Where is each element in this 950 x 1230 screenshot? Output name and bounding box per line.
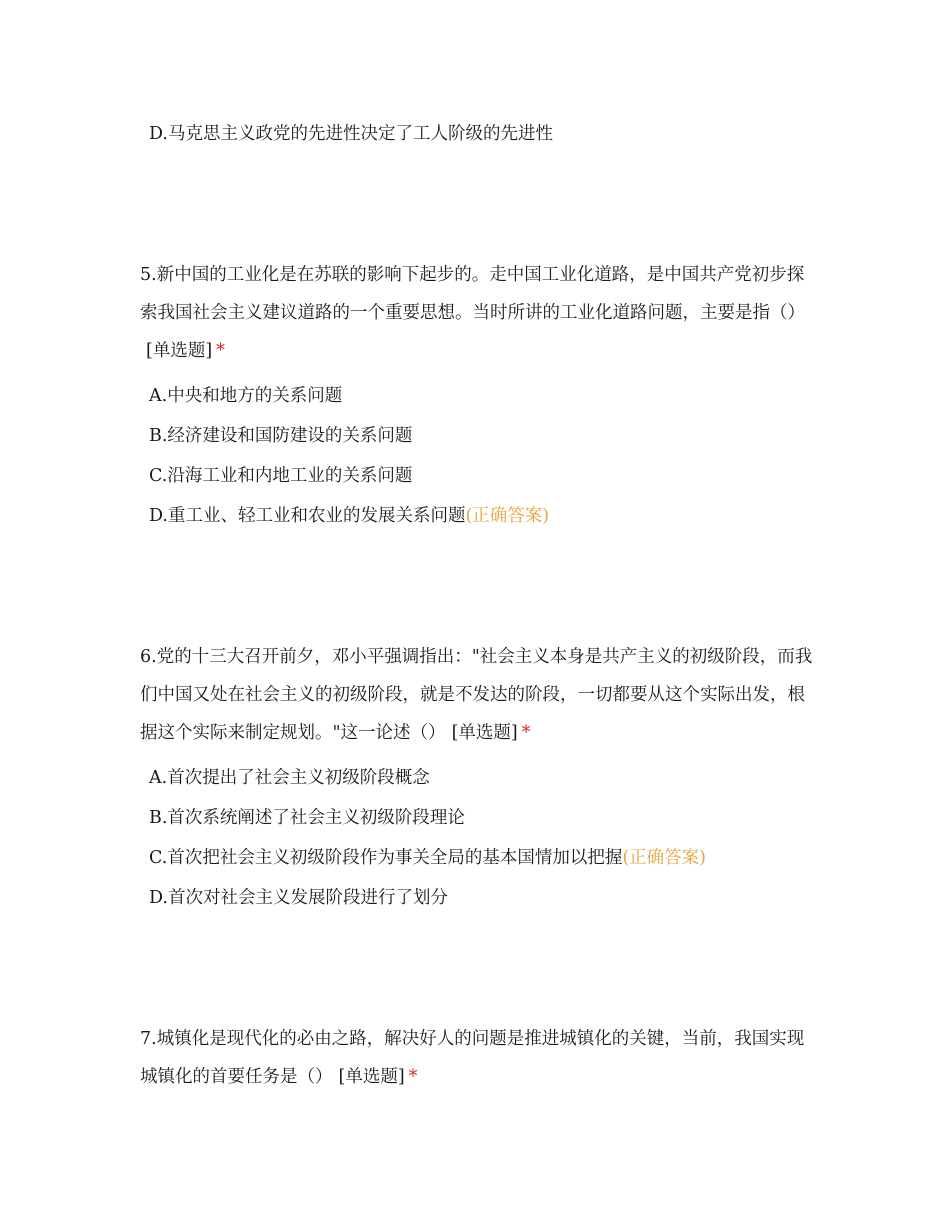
option-label: A.首次提出了社会主义初级阶段概念 — [149, 768, 430, 788]
question-type: [单选题] — [451, 723, 518, 743]
question-text: 6.党的十三大召开前夕，邓小平强调指出："社会主义本身是共产主义的初级阶段，而我们中国又处在社会主义的初级阶段，就是不发达的阶段，一切都要从这个实际出发，根据这个实际来制定规划。"这一论述（） — [140, 647, 813, 743]
q5-option-c — [149, 464, 412, 488]
question-text: 7.城镇化是现代化的必由之路，解决好人的问题是推进城镇化的关键，当前，我国实现城镇化的首要任务是（） — [140, 1029, 805, 1087]
q5-option-d — [149, 504, 549, 528]
q6-option-c — [149, 846, 706, 870]
q5-option-a — [149, 384, 342, 408]
option-label: D.重工业、轻工业和农业的发展关系问题 — [149, 506, 466, 526]
question-type: [单选题] — [146, 341, 213, 361]
option-label: B.经济建设和国防建设的关系问题 — [149, 426, 413, 446]
q5-option-b — [149, 424, 412, 448]
question-7 — [140, 1020, 820, 1096]
q6-option-d — [149, 886, 448, 910]
correct-answer-badge: (正确答案) — [622, 848, 706, 868]
question-5 — [140, 256, 820, 370]
q6-option-a — [149, 766, 430, 790]
required-mark: * — [216, 341, 225, 361]
option-label: D.首次对社会主义发展阶段进行了划分 — [149, 888, 448, 908]
prev-option-d — [149, 122, 553, 146]
question-6 — [140, 638, 820, 752]
required-mark: * — [521, 723, 531, 743]
question-type: [单选题] — [338, 1067, 405, 1087]
required-mark: * — [408, 1067, 418, 1087]
correct-answer-badge: (正确答案) — [465, 506, 550, 526]
option-label: C.沿海工业和内地工业的关系问题 — [149, 466, 413, 486]
q6-option-b — [149, 806, 465, 830]
option-label: B.首次系统阐述了社会主义初级阶段理论 — [149, 808, 465, 828]
question-text: 5.新中国的工业化是在苏联的影响下起步的。走中国工业化道路，是中国共产党初步探索我国社会主义建议道路的一个重要思想。当时所讲的工业化道路问题，主要是指（） — [140, 265, 805, 323]
option-label: A.中央和地方的关系问题 — [149, 386, 343, 406]
option-label: C.首次把社会主义初级阶段作为事关全局的基本国情加以把握 — [149, 848, 623, 868]
option-label: D.马克思主义政党的先进性决定了工人阶级的先进性 — [149, 124, 553, 144]
